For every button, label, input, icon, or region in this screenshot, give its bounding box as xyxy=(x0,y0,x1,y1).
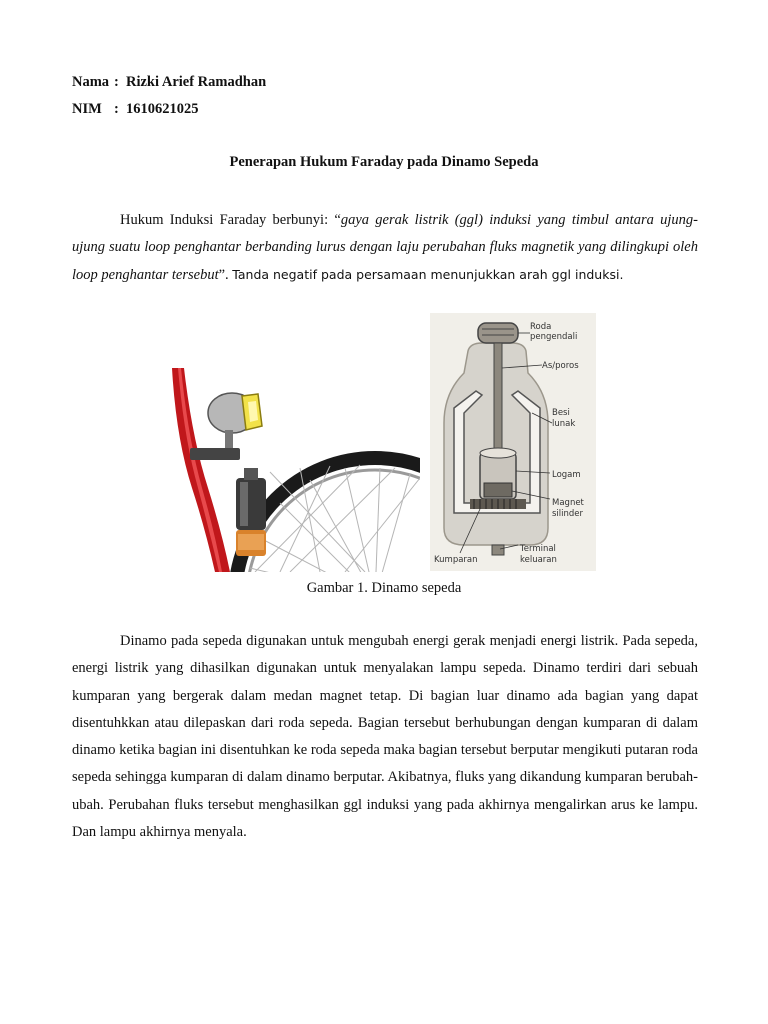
dynamo-diagram xyxy=(430,313,596,571)
paragraph-intro: Hukum Induksi Faraday berbunyi: “ xyxy=(120,212,341,228)
name-colon: : xyxy=(114,74,119,90)
name-row xyxy=(72,74,266,91)
figure-caption: Gambar 1. Dinamo sepeda xyxy=(306,580,462,596)
paragraph-faraday-law xyxy=(72,207,698,289)
label-logam: Logam xyxy=(552,470,581,480)
quote-close: ”. xyxy=(218,267,233,283)
output-terminal xyxy=(492,545,504,555)
label-silinder: silinder xyxy=(552,509,584,519)
label-lunak: lunak xyxy=(552,419,576,429)
bicycle-dynamo-illustration xyxy=(170,368,420,572)
label-pengendali: pengendali xyxy=(530,332,578,342)
drive-wheel xyxy=(478,323,518,343)
paragraph-dynamo-explanation: Dinamo pada sepeda digunakan untuk mengubah energi gerak menjadi energi listrik. Pada sepeda, energi listrik yang dihasilkan digunakan untuk menyalakan lampu sepeda. Dinamo terdiri dari sebuah kumparan yang bergerak dalam medan magnet tetap. Di bagian luar dinamo ada bagian yang dapat disentuhkkan atau dilepaskan dari roda sepeda. Bagian tersebut berhubungan dengan kumparan di dalam dinamo ketika bagian ini disentuhkan ke roda sepeda maka bagian tersebut berputar mengikuti putaran roda sepeda sehingga kumparan di dalam dinamo berputar. Akibatnya, fluks yang dikandung kumparan berubah-ubah. Perubahan fluks tersebut menghasilkan ggl induksi yang pada akhirnya mengalirkan arus ke lampu. Dan lampu akhirnya menyala. xyxy=(72,633,698,841)
nim-colon: : xyxy=(114,101,119,117)
nim-value: 1610621025 xyxy=(126,101,199,117)
dynamo-body xyxy=(236,468,266,556)
label-roda: Roda xyxy=(530,322,552,332)
label-terminal: Terminal xyxy=(520,544,556,554)
magnet-cylinder xyxy=(484,483,512,497)
mount-bracket xyxy=(190,448,240,460)
faraday-law-quote: gaya gerak listrik (ggl) induksi yang timbul antara ujung-ujung suatu loop penghantar berbanding lurus dengan laju perubahan fluks magnetik yang dilingkupi oleh loop penghantar tersebut xyxy=(72,212,698,283)
bicycle-dynamo-photo xyxy=(170,368,420,572)
coil xyxy=(470,499,526,509)
document-title: Penerapan Hukum Faraday pada Dinamo Sepeda xyxy=(229,154,539,170)
label-keluaran: keluaran xyxy=(520,555,557,565)
label-besi: Besi xyxy=(552,408,570,418)
name-label: Nama xyxy=(72,74,110,90)
nim-row xyxy=(72,101,199,118)
label-magnet: Magnet xyxy=(552,498,584,508)
bicycle-lamp xyxy=(208,393,262,450)
dynamo-cross-section xyxy=(430,313,596,571)
paragraph-tail: Tanda negatif pada persamaan menunjukkan arah ggl induksi. xyxy=(232,267,624,282)
label-kumparan: Kumparan xyxy=(434,555,478,565)
nim-label: NIM xyxy=(72,101,102,117)
name-value: Rizki Arief Ramadhan xyxy=(126,74,267,90)
label-as-poros: As/poros xyxy=(542,361,579,371)
